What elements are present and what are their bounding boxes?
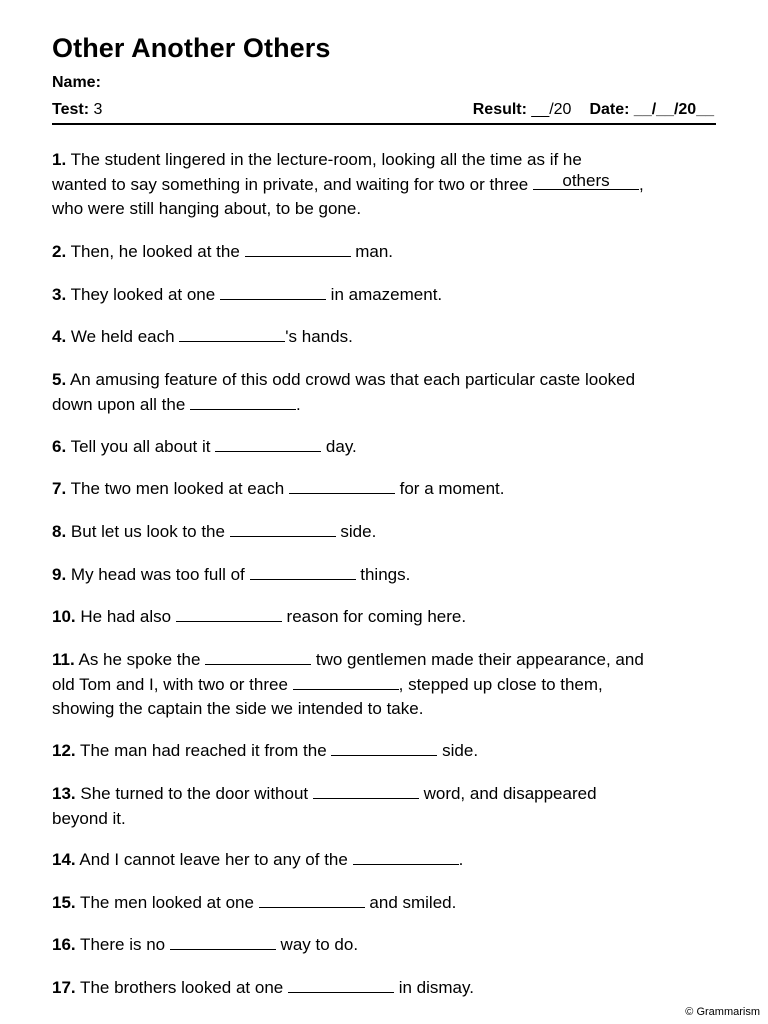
- question-text: There is no: [75, 935, 170, 954]
- question-text: We held each: [66, 327, 180, 346]
- question-text: reason for coming here.: [281, 607, 467, 626]
- answer-blank[interactable]: [289, 479, 395, 494]
- question-text: things.: [355, 565, 411, 584]
- question-text: But let us look to the: [66, 522, 230, 541]
- question-text: The student lingered in the lecture-room, looking all the time as if he: [66, 150, 582, 169]
- question-text: in dismay.: [393, 978, 474, 997]
- page-title: Other Another Others: [52, 33, 331, 63]
- question-text: who were still hanging about, to be gone.: [52, 199, 362, 218]
- test-info-row: [52, 101, 716, 125]
- question-text: and smiled.: [364, 893, 457, 912]
- question-5: [52, 368, 716, 417]
- question-number: 16.: [52, 935, 76, 954]
- question-13: [52, 782, 716, 831]
- answer-blank[interactable]: [179, 327, 285, 342]
- question-number: 15.: [52, 893, 76, 912]
- question-text: He had also: [75, 607, 176, 626]
- question-15: [52, 891, 716, 916]
- answer-blank[interactable]: [288, 978, 394, 993]
- answer-blank[interactable]: [293, 675, 399, 690]
- answer-blank[interactable]: [220, 285, 326, 300]
- test-value: 3: [89, 101, 103, 118]
- question-2: [52, 240, 716, 265]
- answer-blank[interactable]: [215, 437, 321, 452]
- question-text: Tell you all about it: [66, 437, 216, 456]
- answer-blank[interactable]: [353, 850, 459, 865]
- answer-blank[interactable]: [259, 893, 365, 908]
- question-number: 10.: [52, 607, 76, 626]
- question-14: [52, 848, 716, 873]
- question-number: 5.: [52, 370, 67, 389]
- question-number: 1.: [52, 150, 67, 169]
- question-text: They looked at one: [66, 285, 220, 304]
- date-value: __/__/20__: [629, 101, 714, 118]
- question-text: And I cannot leave her to any of the: [75, 850, 353, 869]
- question-number: 17.: [52, 978, 76, 997]
- question-text: beyond it.: [52, 808, 126, 828]
- question-6: [52, 435, 716, 460]
- date-label: Date:: [589, 101, 630, 118]
- result-date: [473, 101, 714, 119]
- question-number: 12.: [52, 741, 76, 760]
- question-number: 11.: [52, 650, 75, 669]
- question-number: 9.: [52, 565, 67, 584]
- question-16: [52, 933, 716, 958]
- question-1: [52, 148, 716, 222]
- question-text: way to do.: [275, 935, 359, 954]
- answer-blank[interactable]: [190, 395, 296, 410]
- question-3: [52, 283, 716, 308]
- answer-blank[interactable]: [170, 935, 276, 950]
- question-number: 4.: [52, 327, 67, 346]
- test-number: [52, 101, 102, 119]
- question-text: showing the captain the side we intended to take.: [52, 699, 424, 718]
- question-text: My head was too full of: [66, 565, 250, 584]
- question-text: Then, he looked at the: [66, 242, 245, 261]
- question-text: As he spoke the: [74, 650, 206, 669]
- question-text: .: [458, 850, 464, 869]
- question-text: The men looked at one: [75, 893, 259, 912]
- answer-blank[interactable]: [313, 784, 419, 799]
- question-text: two gentlemen made their appearance, and: [311, 650, 644, 669]
- question-number: 14.: [52, 850, 76, 869]
- question-11: [52, 648, 716, 722]
- name-label: Name:: [52, 74, 101, 91]
- question-8: [52, 520, 716, 545]
- question-number: 6.: [52, 437, 67, 456]
- question-text: ,: [638, 174, 644, 194]
- question-text: for a moment.: [394, 479, 505, 498]
- answer-blank[interactable]: [205, 650, 311, 665]
- question-text: word, and disappeared: [418, 784, 597, 803]
- question-text: down upon all the: [52, 394, 190, 414]
- question-text: wanted to say something in private, and waiting for two or three: [52, 174, 533, 194]
- question-9: [52, 563, 716, 588]
- question-text: 's hands.: [285, 327, 353, 346]
- question-text: , stepped up close to them,: [398, 674, 603, 694]
- answer-blank[interactable]: [230, 522, 336, 537]
- question-text: The brothers looked at one: [75, 978, 288, 997]
- question-text: man.: [350, 242, 394, 261]
- question-number: 7.: [52, 479, 67, 498]
- answer-blank[interactable]: [245, 242, 351, 257]
- question-text: side.: [437, 741, 479, 760]
- answer-blank[interactable]: [250, 565, 356, 580]
- question-text: old Tom and I, with two or three: [52, 674, 293, 694]
- question-text: .: [296, 394, 301, 414]
- question-7: [52, 477, 716, 502]
- question-4: [52, 325, 716, 350]
- question-text: She turned to the door without: [75, 784, 313, 803]
- answer-blank[interactable]: [331, 741, 437, 756]
- question-12: [52, 739, 716, 764]
- result-label: Result:: [472, 101, 527, 118]
- test-label: Test:: [52, 101, 90, 118]
- question-number: 8.: [52, 522, 67, 541]
- question-number: 3.: [52, 285, 67, 304]
- answer-blank-filled[interactable]: others: [533, 172, 639, 190]
- question-text: side.: [335, 522, 377, 541]
- question-text: The man had reached it from the: [75, 741, 332, 760]
- question-number: 13.: [52, 784, 76, 803]
- question-text: in amazement.: [325, 285, 443, 304]
- answer-blank[interactable]: [176, 607, 282, 622]
- question-number: 2.: [52, 242, 67, 261]
- question-text: An amusing feature of this odd crowd was that each particular caste looked: [66, 370, 636, 389]
- copyright-footer: © Grammarism: [685, 1006, 760, 1018]
- question-text: day.: [321, 437, 357, 456]
- question-10: [52, 605, 716, 630]
- result-value: __/20: [526, 101, 572, 118]
- question-17: [52, 976, 716, 1001]
- question-text: The two men looked at each: [66, 479, 289, 498]
